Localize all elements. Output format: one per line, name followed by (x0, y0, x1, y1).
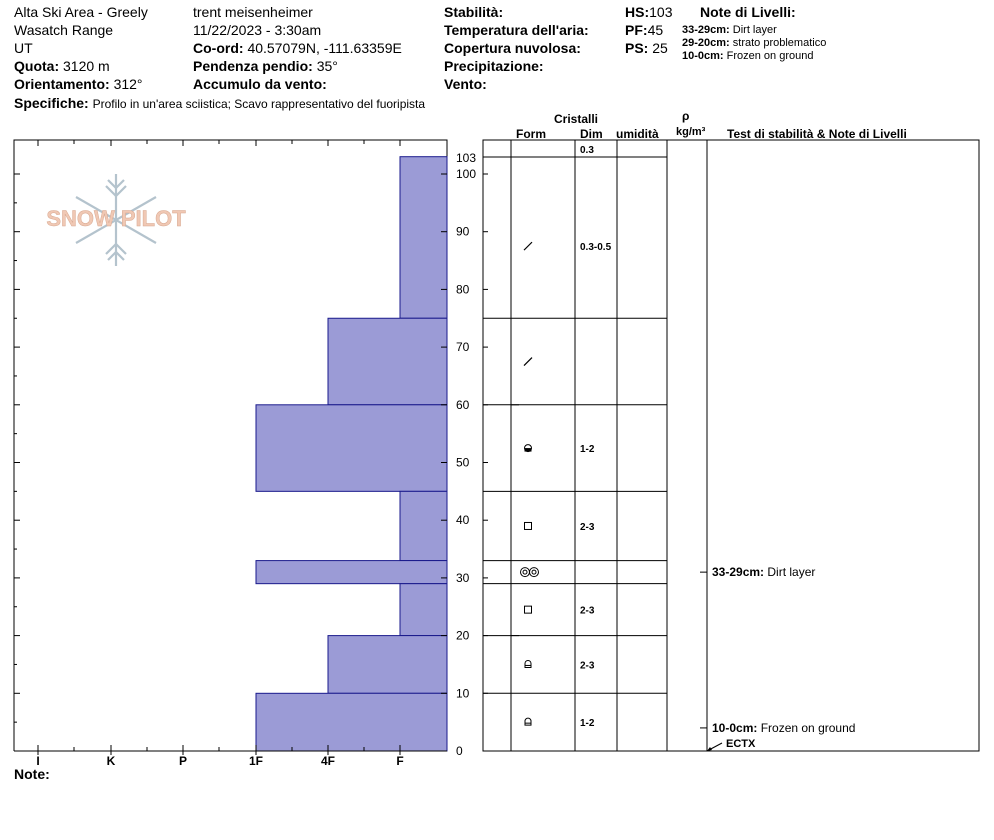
crystals-header: Cristalli (554, 112, 599, 126)
crystal-size-label: 2-3 (580, 605, 595, 617)
depth-label: 40 (456, 513, 470, 528)
depth-label: 103 (456, 151, 477, 165)
layer-annotation-range: 33-29cm: (712, 565, 768, 580)
precip-label: Precipitazione: (444, 58, 544, 74)
crystal-size-label: 2-3 (580, 660, 595, 672)
rounding-icon-fill (525, 448, 532, 452)
layer-note-range: 33-29cm: (682, 24, 730, 36)
depth-label: 10 (456, 686, 470, 701)
hardness-bar (328, 636, 447, 694)
sky-label: Copertura nuvolosa: (444, 40, 581, 56)
layer-note-range: 29-20cm: (682, 37, 730, 49)
crystal-size-label: 0.3-0.5 (580, 242, 612, 254)
logo-text: SNOW PILOT (46, 206, 186, 231)
depth-label: 70 (456, 340, 470, 355)
faceted-rounding-icon (525, 660, 531, 667)
melt-form-icon-inner (523, 570, 527, 574)
layer-annotation-text: Frozen on ground (760, 720, 856, 735)
layer-note-text: strato problematico (732, 37, 827, 49)
melt-form-icon (521, 568, 530, 577)
pf-label: PF: (625, 22, 648, 38)
hardness-tick-label: F (396, 754, 404, 768)
air-temp-label: Temperatura dell'aria: (444, 22, 589, 38)
faceted-icon (525, 522, 532, 529)
crystal-size-label: 1-2 (580, 718, 595, 730)
hardness-bar (328, 318, 447, 405)
hardness-tick-label: P (178, 754, 188, 768)
note-label: Note: (14, 766, 50, 782)
form-header: Form (516, 127, 546, 141)
slope-label: Pendenza pendio: (193, 58, 313, 74)
wind-loading-label: Accumulo da vento: (193, 76, 327, 92)
melt-form-icon (530, 568, 539, 577)
faceted-rounding-icon (525, 718, 531, 725)
hardness-bar (256, 405, 447, 492)
aspect-label: Orientamento: (14, 76, 110, 92)
layer-note-text: Dirt layer (732, 24, 777, 36)
stability-notes-header: Test di stabilità & Note di Livelli (727, 127, 907, 141)
coord-value: 40.57079N, -111.63359E (247, 40, 402, 56)
crystal-size-label: 1-2 (580, 444, 595, 456)
datetime: 11/22/2023 - 3:30am (193, 22, 322, 38)
crystal-size-label: 0.3 (580, 145, 594, 156)
decomposed-icon (524, 242, 532, 250)
state: UT (14, 40, 33, 56)
hardness-tick-label: 4F (320, 754, 336, 768)
coord-label: Co-ord: (193, 40, 244, 56)
hardness-bar (400, 157, 447, 319)
density-unit-header: kg/m³ (676, 126, 706, 138)
depth-label: 20 (456, 628, 470, 643)
hardness-bar (400, 584, 447, 636)
depth-label: 90 (456, 224, 470, 239)
layer-annotation (712, 721, 855, 735)
wind-label: Vento: (444, 76, 487, 92)
mountain-range: Wasatch Range (14, 22, 114, 38)
layer-annotation-text: Dirt layer (767, 565, 816, 580)
layer-annotation-range: 10-0cm: (712, 720, 761, 735)
hardness-bar (400, 491, 447, 560)
depth-label: 50 (456, 455, 470, 470)
hardness-bar (256, 561, 447, 584)
location-name: Alta Ski Area - Greely (14, 4, 148, 20)
rho-header: ρ (682, 109, 690, 123)
stability-test-arrow (707, 747, 712, 751)
layer-annotation (712, 565, 815, 579)
hardness-tick-label: I (36, 754, 40, 768)
hs-label: HS: (625, 4, 650, 20)
elevation-label: Quota: (14, 58, 60, 74)
size-header: Dim (580, 127, 603, 141)
specifics-label: Specifiche: (14, 95, 89, 111)
pf-value: 45 (647, 22, 664, 38)
melt-form-icon-inner (532, 570, 536, 574)
stability-label: Stabilità: (444, 4, 504, 20)
hardness-bar (256, 693, 447, 751)
layer-notes-title: Note di Livelli: (700, 4, 796, 20)
crystal-size-label: 2-3 (580, 521, 595, 533)
hardness-tick-label: K (106, 754, 116, 768)
layer-note-text: Frozen on ground (726, 50, 814, 62)
layer-table-frame (483, 140, 979, 751)
faceted-icon (525, 606, 532, 613)
depth-label: 60 (456, 397, 470, 412)
slope-value: 35° (316, 58, 338, 74)
observer: trent meisenheimer (193, 4, 313, 20)
depth-label: 80 (456, 282, 470, 297)
aspect-value: 312° (113, 76, 143, 92)
stability-test-label: ECTX (726, 738, 756, 750)
depth-label: 100 (456, 167, 477, 181)
elevation-value: 3120 m (63, 58, 110, 74)
ps-value: 25 (652, 40, 668, 56)
ps-label: PS: (625, 40, 649, 56)
hs-value: 103 (649, 4, 673, 20)
layer-note-range: 10-0cm: (682, 50, 724, 62)
specifics-value: Profilo in un'area sciistica; Scavo rappresentativo del fuoripista (92, 97, 426, 111)
depth-label: 0 (456, 744, 463, 758)
depth-label: 30 (456, 570, 470, 585)
moisture-header: umidità (616, 127, 659, 141)
decomposed-icon (524, 358, 532, 366)
hardness-tick-label: 1F (248, 754, 264, 768)
